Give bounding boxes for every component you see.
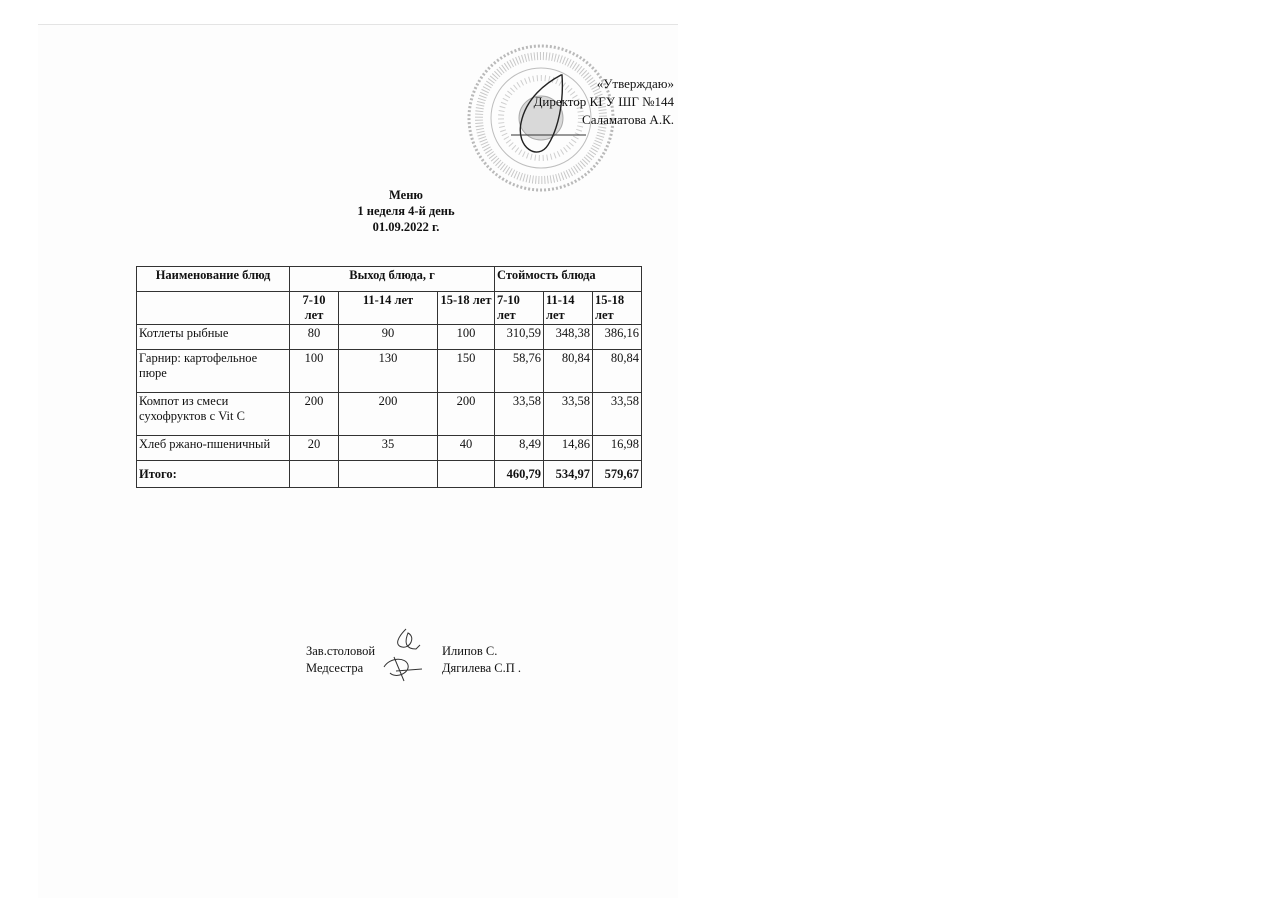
table-row bbox=[137, 436, 642, 461]
header-cost-age-7-10: 7-10 лет bbox=[495, 292, 544, 325]
cost-value: 310,59 bbox=[495, 325, 544, 350]
header-output-age-7-10: 7-10 лет bbox=[290, 292, 339, 325]
approval-block bbox=[534, 75, 674, 129]
table-row bbox=[137, 350, 642, 393]
total-empty-cell bbox=[339, 461, 438, 488]
output-value: 100 bbox=[290, 350, 339, 393]
signature-name: Дягилева С.П . bbox=[442, 661, 522, 675]
cost-value: 33,58 bbox=[495, 393, 544, 436]
header-cost-age-15-18: 15-18 лет bbox=[593, 292, 642, 325]
total-cost-value: 534,97 bbox=[544, 461, 593, 488]
table-row bbox=[137, 325, 642, 350]
week-day-label: 1 неделя 4-й день bbox=[357, 204, 455, 218]
total-empty-cell bbox=[290, 461, 339, 488]
output-value: 200 bbox=[339, 393, 438, 436]
total-empty-cell bbox=[438, 461, 495, 488]
cost-value: 33,58 bbox=[593, 393, 642, 436]
output-value: 35 bbox=[339, 436, 438, 461]
signature-role: Зав.столовой bbox=[306, 644, 376, 658]
dish-name: Хлеб ржано-пшеничный bbox=[137, 436, 290, 461]
signature-name: Илипов С. bbox=[442, 644, 498, 658]
total-row bbox=[137, 461, 642, 488]
output-value: 130 bbox=[339, 350, 438, 393]
output-value: 100 bbox=[438, 325, 495, 350]
cost-value: 14,86 bbox=[544, 436, 593, 461]
header-dish-name: Наименование блюд bbox=[137, 267, 290, 292]
menu-heading bbox=[286, 187, 526, 235]
output-value: 80 bbox=[290, 325, 339, 350]
output-value: 90 bbox=[339, 325, 438, 350]
output-value: 200 bbox=[290, 393, 339, 436]
table-row bbox=[137, 393, 642, 436]
dish-name: Гарнир: картофельное пюре bbox=[137, 350, 290, 393]
cost-value: 386,16 bbox=[593, 325, 642, 350]
cost-value: 8,49 bbox=[495, 436, 544, 461]
output-value: 20 bbox=[290, 436, 339, 461]
cost-value: 80,84 bbox=[544, 350, 593, 393]
cost-value: 58,76 bbox=[495, 350, 544, 393]
dish-name: Котлеты рыбные bbox=[137, 325, 290, 350]
approval-name: Саламатова А.К. bbox=[582, 112, 674, 127]
header-cost-age-11-14: 11-14 лет bbox=[544, 292, 593, 325]
total-label: Итого: bbox=[137, 461, 290, 488]
output-value: 200 bbox=[438, 393, 495, 436]
approval-title: «Утверждаю» bbox=[596, 76, 674, 91]
cost-value: 33,58 bbox=[544, 393, 593, 436]
total-cost-value: 460,79 bbox=[495, 461, 544, 488]
page-title: Меню bbox=[389, 188, 423, 202]
header-output: Выход блюда, г bbox=[290, 267, 495, 292]
total-cost-value: 579,67 bbox=[593, 461, 642, 488]
cost-value: 80,84 bbox=[593, 350, 642, 393]
approval-position: Директор КГУ ШГ №144 bbox=[533, 94, 674, 109]
header-cost: Стоймость блюда bbox=[495, 267, 642, 292]
menu-date: 01.09.2022 г. bbox=[372, 220, 440, 234]
output-value: 40 bbox=[438, 436, 495, 461]
menu-table bbox=[136, 266, 642, 488]
header-output-age-11-14: 11-14 лет bbox=[339, 292, 438, 325]
cost-value: 16,98 bbox=[593, 436, 642, 461]
document-page bbox=[38, 24, 678, 898]
dish-name: Компот из смеси сухофруктов с Vit C bbox=[137, 393, 290, 436]
header-empty bbox=[137, 292, 290, 325]
cost-value: 348,38 bbox=[544, 325, 593, 350]
signature-role: Медсестра bbox=[306, 661, 364, 675]
header-output-age-15-18: 15-18 лет bbox=[438, 292, 495, 325]
output-value: 150 bbox=[438, 350, 495, 393]
